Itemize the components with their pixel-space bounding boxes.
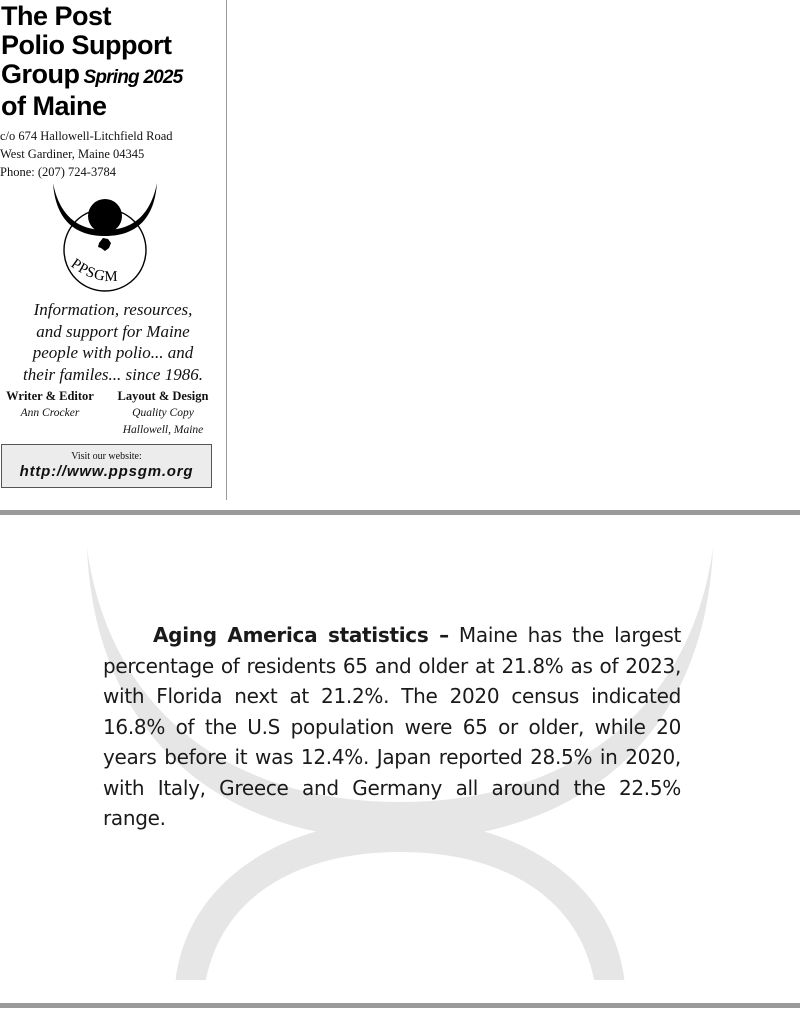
address-line-2: West Gardiner, Maine 04345: [0, 147, 145, 161]
phone-line: Phone: (207) 724-3784: [0, 165, 116, 179]
masthead: [0, 0, 227, 500]
ppsgm-logo-icon: [50, 180, 160, 295]
layout-heading: Layout & Design: [117, 389, 209, 403]
tagline: [0, 299, 226, 385]
title-line-1: The Post: [1, 1, 112, 31]
issue-label: Spring 2025: [83, 67, 183, 88]
bottom-divider: [0, 1003, 800, 1008]
address-line-1: c/o 674 Hallowell-Litchfield Road: [0, 129, 173, 143]
writer-heading: Writer & Editor: [6, 389, 94, 403]
tagline-line-2: and support for Maine: [36, 321, 190, 341]
logo-text: PPSGM: [67, 255, 119, 286]
title-line-4: of Maine: [1, 91, 107, 121]
website-visit-label: Visit our website:: [71, 451, 142, 462]
article-lead: Aging America statistics –: [153, 623, 449, 647]
title-line-3: [1, 60, 182, 92]
title-line-3-text: Group: [1, 59, 80, 89]
writer-credit: [0, 388, 100, 422]
tagline-line-1: Information, resources,: [33, 300, 193, 319]
newsletter-title: [1, 2, 182, 121]
article-body: Maine has the largest percentage of residents 65 and older at 21.8% as of 2023, with Florida next at 21.2%. The 2020 census indicated 16.8% of the U.S population were 65 or older, while 20 years before it was 12.4%. Japan reported 28.5% in 2020, with Italy, Greece and Germany all around the 22.5% range.: [103, 623, 681, 830]
mailing-address: [0, 127, 173, 181]
website-box: [1, 444, 212, 488]
tagline-line-4: their familes... since 1986.: [23, 364, 203, 384]
layout-line-2: Hallowell, Maine: [122, 424, 204, 436]
writer-name: Ann Crocker: [20, 407, 80, 419]
top-divider: [0, 510, 800, 515]
title-line-2: Polio Support: [1, 30, 172, 60]
article-aging-america: [103, 620, 681, 834]
layout-credit: [110, 388, 216, 439]
tagline-line-3: people with polio... and: [32, 343, 194, 362]
website-url-link[interactable]: http://www.ppsgm.org: [19, 463, 194, 480]
layout-line-1: Quality Copy: [132, 407, 194, 419]
